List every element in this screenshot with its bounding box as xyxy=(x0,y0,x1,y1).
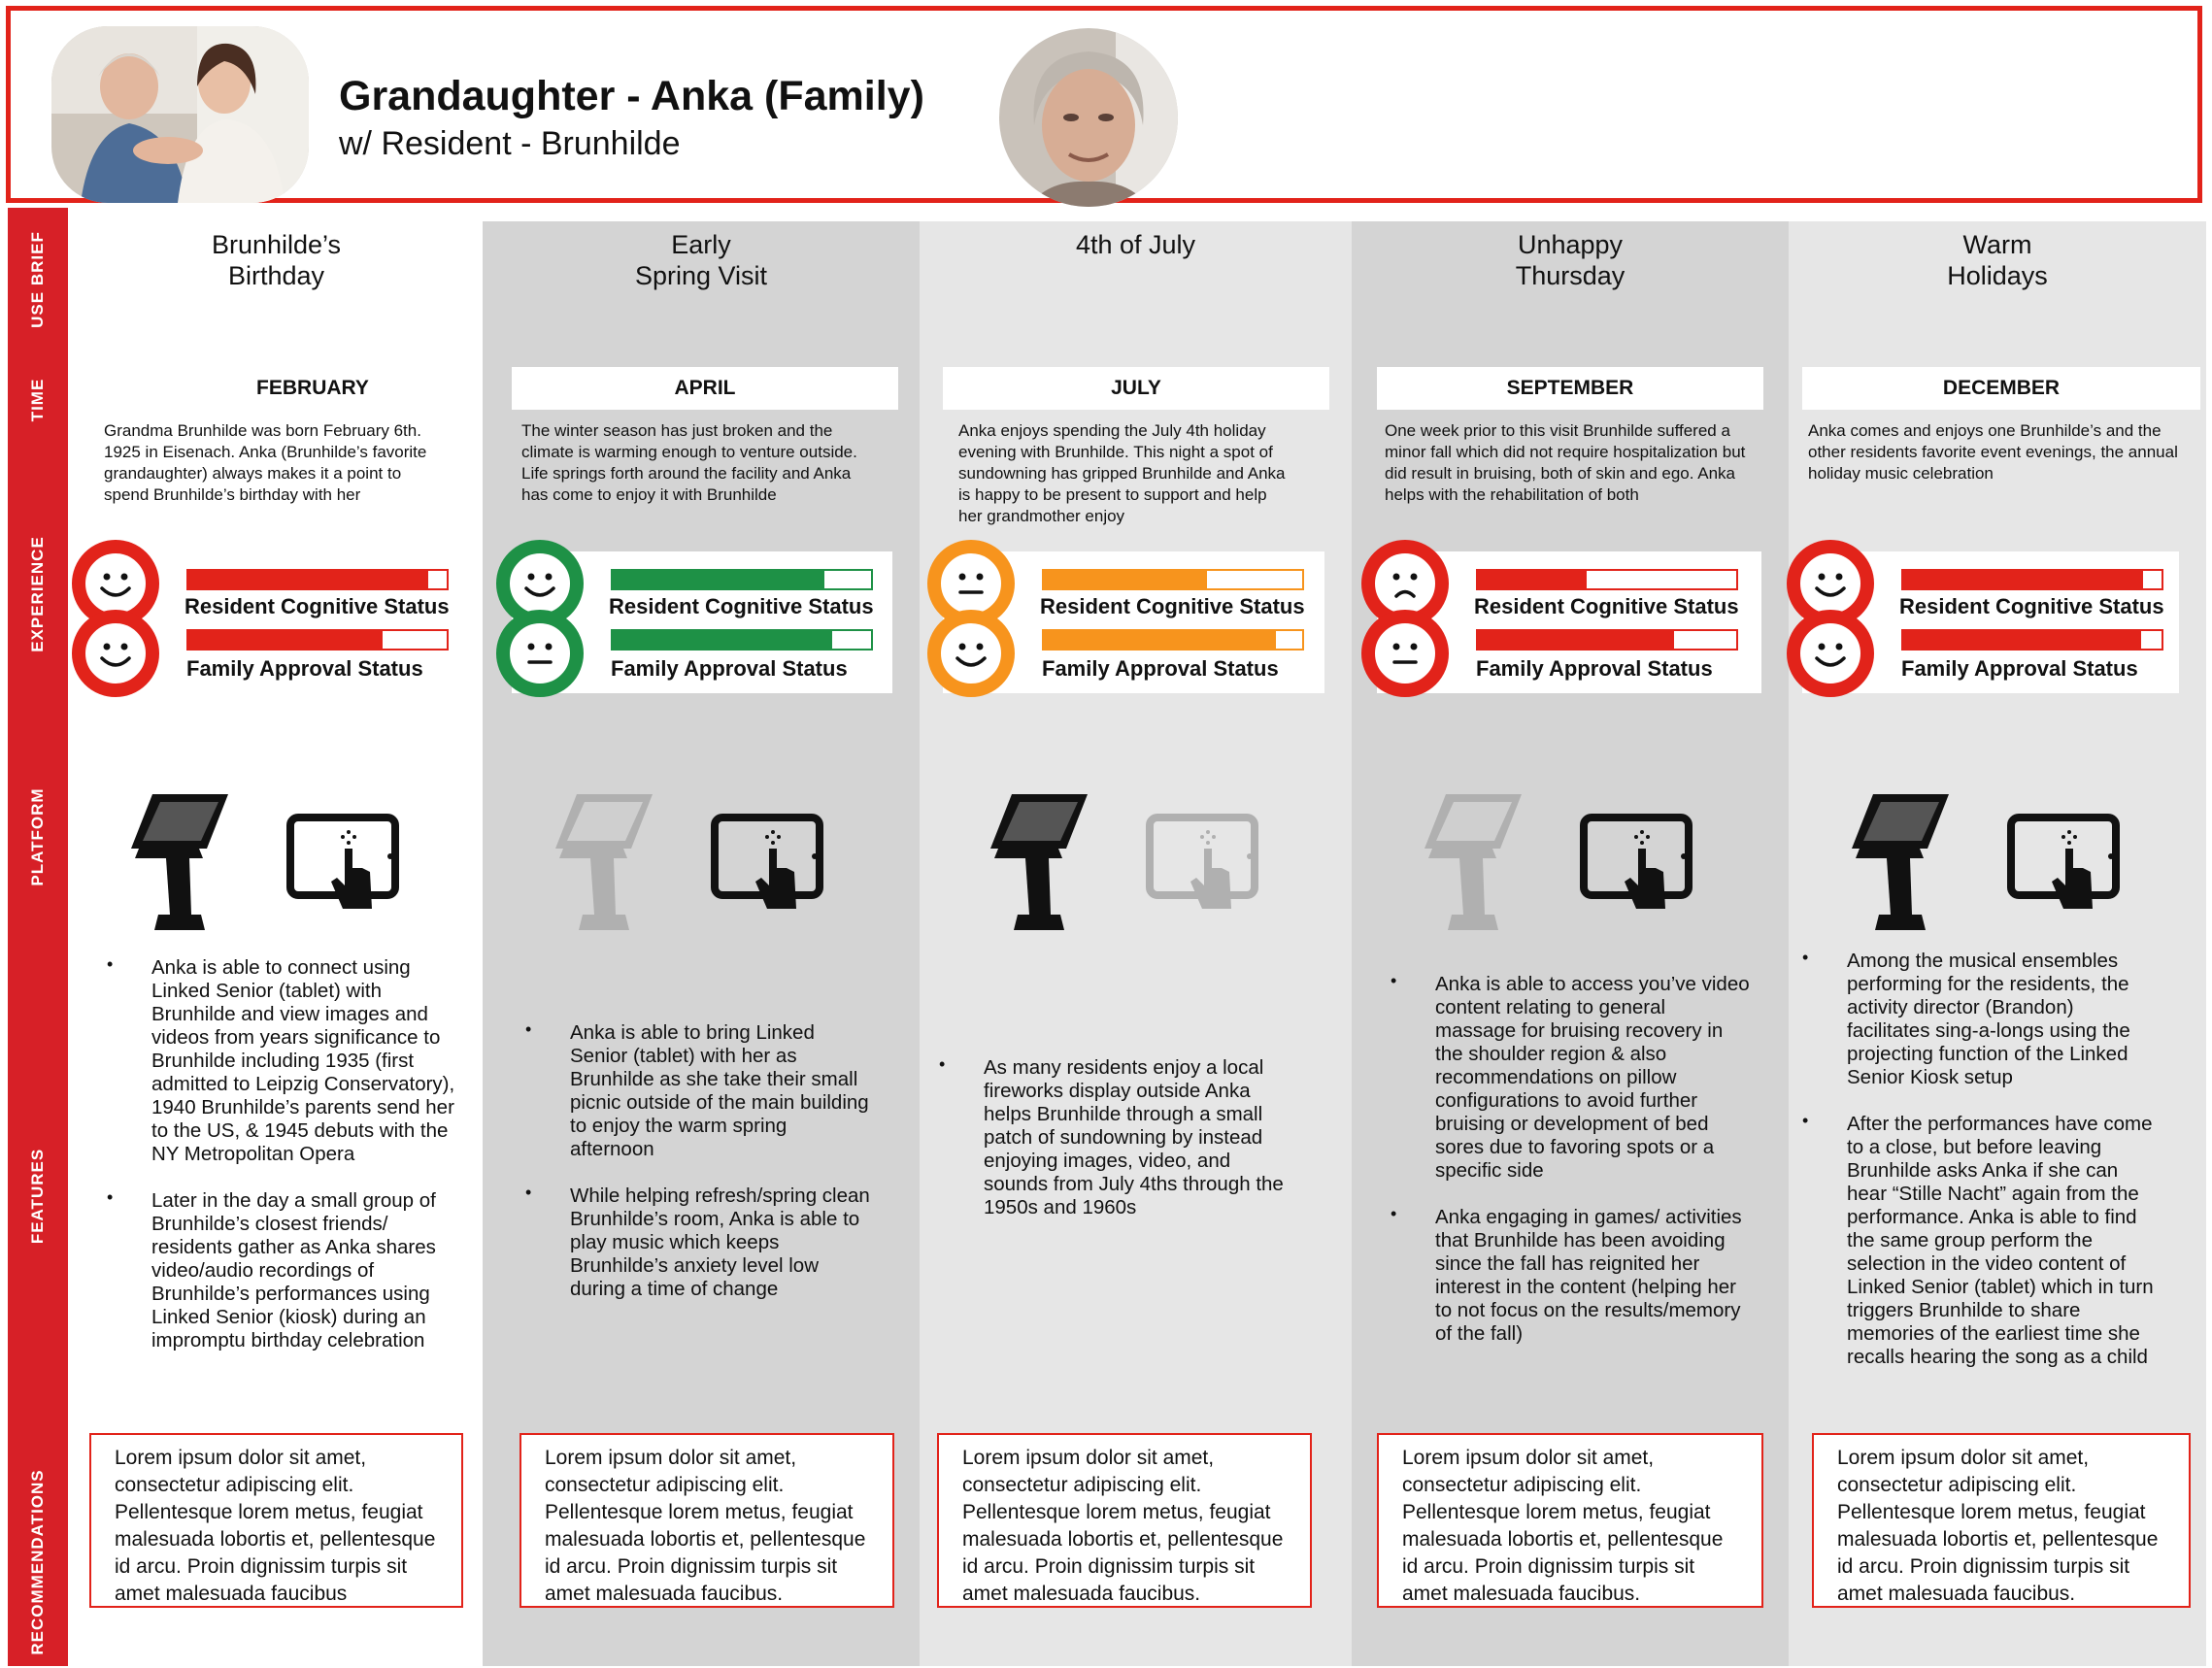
recommendation-box: Lorem ipsum dolor sit amet, consectetur adipiscing elit. Pellentesque lorem metus, feugiat malesuada lobortis et, pellentesque id arcu. Proin dignissim turpis sit amet malesuada faucibus. xyxy=(1812,1433,2191,1608)
recommendation-box: Lorem ipsum dolor sit amet, consectetur adipiscing elit. Pellentesque lorem metus, feugiat malesuada lobortis et, pellentesque id arcu. Proin dignissim turpis sit amet malesuada faucibus. xyxy=(1377,1433,1763,1608)
cognitive-status-label: Resident Cognitive Status xyxy=(1040,594,1305,618)
status-panel xyxy=(87,551,455,693)
feature-item: • Anka is able to bring Linked Senior (tablet) with her as Brunhilde as she take their small picnic outside of the main building to enjoy the warm spring afternoon xyxy=(525,1021,875,1161)
cognitive-status-label: Resident Cognitive Status xyxy=(1899,594,2164,618)
cognitive-status-bar xyxy=(186,569,449,590)
status-panel xyxy=(943,551,1324,693)
features-list xyxy=(939,1056,1293,1243)
approval-status-label: Family Approval Status xyxy=(1901,656,2138,681)
header-banner xyxy=(6,6,2202,203)
sidebar-label-platform: PLATFORM xyxy=(28,787,47,886)
kiosk-icon xyxy=(131,788,238,939)
feature-item: • Among the musical ensembles performing for the residents, the activity director (Brandon) facilitates sing-a-longs using the projecting function of the Linked Senior Kiosk setup xyxy=(1802,950,2162,1089)
experience-story: Anka enjoys spending the July 4th holiday evening with Brunhilde. This night a spot of sundowning has gripped Brunhilde and Anka is happy to be present to support and help her grandmother enjoy xyxy=(958,421,1286,525)
cognitive-status-bar xyxy=(1476,569,1738,590)
approval-status-label: Family Approval Status xyxy=(186,656,423,681)
sidebar-label-time: TIME xyxy=(28,378,47,422)
tablet-icon xyxy=(1580,814,1694,917)
recommendation-box: Lorem ipsum dolor sit amet, consectetur adipiscing elit. Pellentesque lorem metus, feugiat malesuada lobortis et, pellentesque id arcu. Proin dignissim turpis sit amet malesuada faucibus. xyxy=(937,1433,1312,1608)
page-title: Grandaughter - Anka (Family) xyxy=(339,73,924,119)
cognitive-status-bar xyxy=(1901,569,2163,590)
experience-story: One week prior to this visit Brunhilde suffered a minor fall which did not require hospitalization but did result in bruising, both of skin and ego. Anka helps with the rehabilitation of both xyxy=(1385,421,1746,504)
scenario-title: 4th of July xyxy=(1075,230,1196,259)
experience-story: Anka comes and enjoys one Brunhilde’s and the other residents favorite event evenings, the annual holiday music celebration xyxy=(1808,421,2178,483)
feature-item: • Anka is able to connect using Linked Senior (tablet) with Brunhilde and view images and videos from years significance to Brunhilde including 1935 (first admitted to Leipzig Conservatory), 1940 Brunhilde’s parents send her to the US, & 1945 debuts with the NY Metropolitan Opera xyxy=(107,956,456,1166)
feature-item: • After the performances have come to a close, but before leaving Brunhilde asks Anka if she can hear “Stille Nacht” again from the performance. Anka is able to find the same group perform the selection in the video content of Linked Senior (tablet) which in turn triggers Brunhilde to share memories of the earliest time she recalls hearing the song as a child xyxy=(1802,1113,2162,1369)
month-label: DECEMBER xyxy=(1802,367,2200,410)
sidebar-label-features: FEATURES xyxy=(28,1148,47,1245)
approval-face-icon xyxy=(496,610,584,697)
resident-photo xyxy=(999,28,1178,207)
approval-status-bar xyxy=(1901,629,2163,651)
tablet-icon xyxy=(286,814,401,917)
features-list xyxy=(525,1021,875,1324)
scenario-title: Early Spring Visit xyxy=(634,230,768,290)
status-panel xyxy=(1802,551,2179,693)
scenario-column xyxy=(1352,221,1789,1666)
features-list xyxy=(1391,973,1750,1369)
month-label: JULY xyxy=(943,367,1329,410)
cognitive-status-bar xyxy=(1042,569,1304,590)
recommendation-box: Lorem ipsum dolor sit amet, consectetur adipiscing elit. Pellentesque lorem metus, feugiat malesuada lobortis et, pellentesque id arcu. Proin dignissim turpis sit amet malesuada faucibus xyxy=(89,1433,463,1608)
approval-status-bar xyxy=(1476,629,1738,651)
kiosk-icon xyxy=(990,788,1097,939)
month-label: SEPTEMBER xyxy=(1377,367,1763,410)
recommendation-box: Lorem ipsum dolor sit amet, consectetur adipiscing elit. Pellentesque lorem metus, feugiat malesuada lobortis et, pellentesque id arcu. Proin dignissim turpis sit amet malesuada faucibus. xyxy=(519,1433,894,1608)
scenario-column xyxy=(70,221,483,1666)
feature-item: • Anka is able to access you’ve video content relating to general massage for bruising recovery in the shoulder region & also recommendations on pillow configurations to avoid further bruising or development of bed sores due to favoring spots or a specific side xyxy=(1391,973,1750,1183)
kiosk-icon xyxy=(1852,788,1959,939)
approval-face-icon xyxy=(1361,610,1449,697)
cognitive-status-bar xyxy=(611,569,873,590)
approval-status-bar xyxy=(1042,629,1304,651)
sidebar-label-use-brief: USE BRIEF xyxy=(28,231,47,328)
tablet-icon xyxy=(711,814,825,917)
scenario-column xyxy=(1789,221,2206,1666)
features-list xyxy=(1802,950,2162,1392)
status-panel xyxy=(512,551,892,693)
month-label: FEBRUARY xyxy=(206,367,419,410)
experience-story: Grandma Brunhilde was born February 6th. 1925 in Eisenach. Anka (Brunhilde’s favorite grandaughter) always makes it a point to spend Brunhilde’s birthday with her xyxy=(104,421,427,504)
approval-status-label: Family Approval Status xyxy=(611,656,848,681)
feature-item: • As many residents enjoy a local fireworks display outside Anka helps Brunhilde through a small patch of sundowning by instead enjoying images, video, and sounds from July 4ths through the 1950s and 1960s xyxy=(939,1056,1293,1219)
approval-status-label: Family Approval Status xyxy=(1042,656,1279,681)
feature-item: • Anka engaging in games/ activities that Brunhilde has been avoiding since the fall has reignited her interest in the content (helping her to not focus on the results/memory of the fall) xyxy=(1391,1206,1750,1346)
cognitive-status-label: Resident Cognitive Status xyxy=(609,594,874,618)
tablet-icon xyxy=(2007,814,2122,917)
family-photo xyxy=(51,26,309,203)
month-label: APRIL xyxy=(512,367,898,410)
kiosk-icon xyxy=(1424,788,1531,939)
row-label-sidebar xyxy=(8,208,68,1666)
sidebar-label-experience: EXPERIENCE xyxy=(28,536,47,652)
scenario-title: Warm Holidays xyxy=(1947,230,2048,290)
scenario-column xyxy=(920,221,1352,1666)
cognitive-status-label: Resident Cognitive Status xyxy=(1474,594,1739,618)
features-list xyxy=(107,956,456,1376)
scenario-title: Unhappy Thursday xyxy=(1515,230,1625,290)
feature-item: • While helping refresh/spring clean Brunhilde’s room, Anka is able to play music which keeps Brunhilde’s anxiety level low during a time of change xyxy=(525,1184,875,1301)
cognitive-status-label: Resident Cognitive Status xyxy=(184,594,450,618)
page-subtitle: w/ Resident - Brunhilde xyxy=(339,125,681,162)
tablet-icon xyxy=(1146,814,1260,917)
feature-item: • Later in the day a small group of Brunhilde’s closest friends/ residents gather as Anka shares video/audio recordings of Brunhilde’s performances using Linked Senior (kiosk) during an impromptu birthday celebration xyxy=(107,1189,456,1352)
experience-story: The winter season has just broken and the climate is warming enough to venture outside. Life springs forth around the facility and Anka has come to enjoy it with Brunhilde xyxy=(521,421,857,504)
kiosk-icon xyxy=(555,788,662,939)
approval-status-label: Family Approval Status xyxy=(1476,656,1713,681)
scenario-title: Brunhilde’s Birthday xyxy=(211,230,342,290)
approval-status-bar xyxy=(611,629,873,651)
approval-face-icon xyxy=(1787,610,1874,697)
sidebar-label-recommendations: RECOMMENDATIONS xyxy=(28,1469,47,1655)
approval-face-icon xyxy=(72,610,159,697)
status-panel xyxy=(1377,551,1761,693)
approval-face-icon xyxy=(927,610,1015,697)
approval-status-bar xyxy=(186,629,449,651)
scenario-column xyxy=(483,221,920,1666)
